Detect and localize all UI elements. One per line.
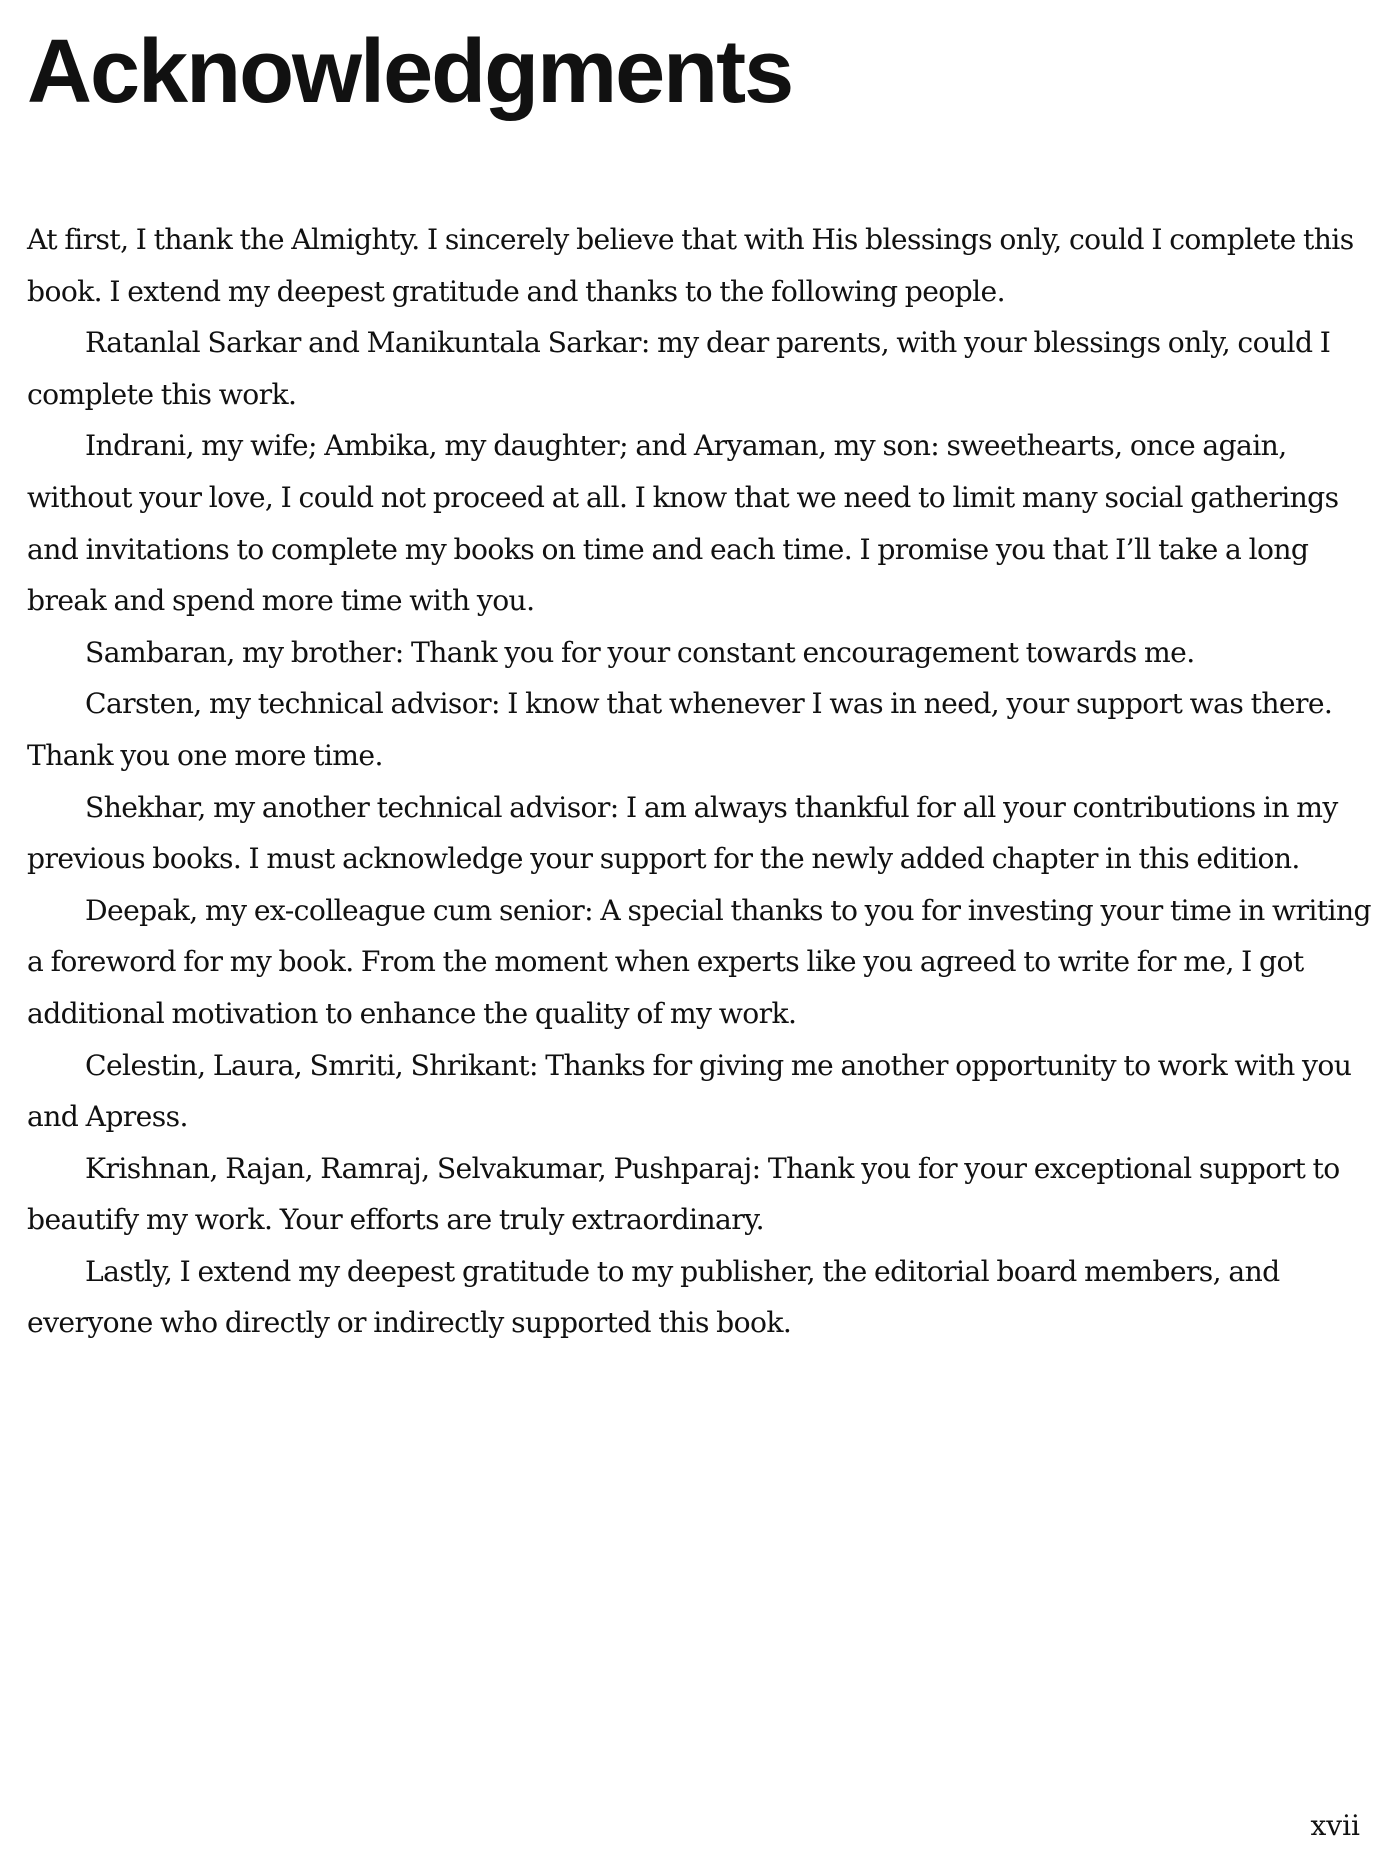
paragraph-production-team: Krishnan, Rajan, Ramraj, Selvakumar, Pushparaj: Thank you for your exceptional support to beautify my work. Your efforts are truly extraordinary. [27,1151,1340,1237]
paragraph-closing: Lastly, I extend my deepest gratitude to my publisher, the editorial board members, and everyone who directly or indirectly supported this book. [27,1254,1280,1340]
page-title: Acknowledgments [27,22,793,122]
paragraph-foreword-author: Deepak, my ex-colleague cum senior: A special thanks to you for investing your time in writing a foreword for my book. From the moment when experts like you agreed to write for me, I got additional motivation to enhance the quality of my work. [27,893,1371,1030]
paragraph-second-technical-advisor: Shekhar, my another technical advisor: I am always thankful for all your contributions in my previous books. I must acknowledge your support for the newly added chapter in this edition. [27,790,1338,876]
paragraph-technical-advisor: Carsten, my technical advisor: I know that whenever I was in need, your support was there. Thank you one more time. [27,687,1333,772]
acknowledgments-body [27,214,1375,1349]
paragraph-family: Indrani, my wife; Ambika, my daughter; and Aryaman, my son: sweethearts, once again, without your love, I could not proceed at all. I know that we need to limit many social gatherings and invitations to complete my books on time and each time. I promise you that I’ll take a long break and spend more time with you. [27,429,1339,618]
page-number: xvii [1310,1809,1360,1842]
paragraph-parents: Ratanlal Sarkar and Manikuntala Sarkar: my dear parents, with your blessings only, could I complete this work. [27,326,1331,411]
paragraph-apress-team: Celestin, Laura, Smriti, Shrikant: Thanks for giving me another opportunity to work with you and Apress. [27,1048,1352,1134]
paragraph-brother: Sambaran, my brother: Thank you for your constant encouragement towards me. [85,635,1195,669]
paragraph-intro: At first, I thank the Almighty. I sincerely believe that with His blessings only, could I complete this book. I extend my deepest gratitude and thanks to the following people. [27,223,1354,308]
